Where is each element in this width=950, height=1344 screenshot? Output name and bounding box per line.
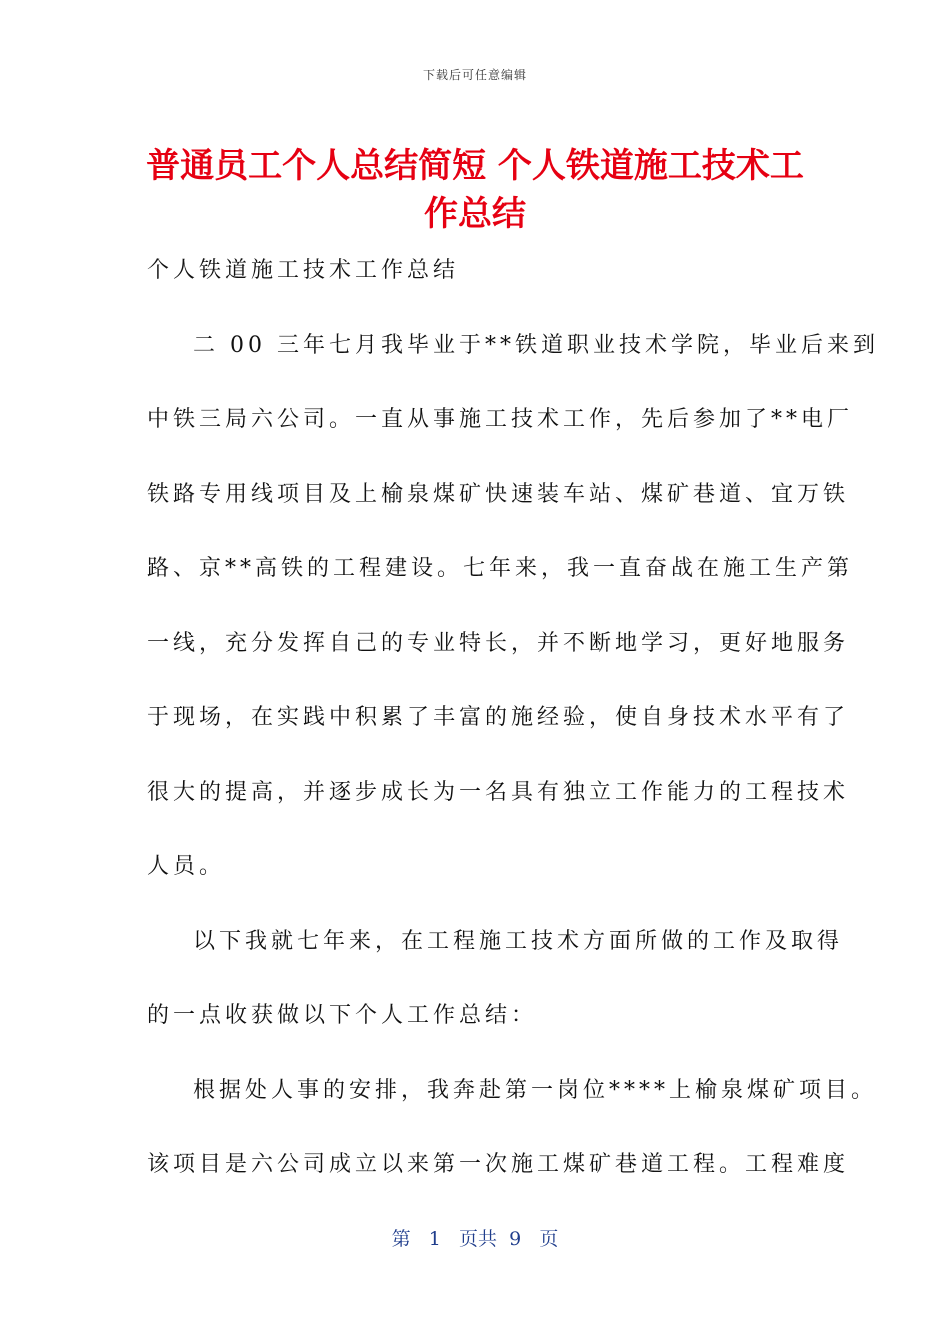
paragraph-1-line: 二 00 三年七月我毕业于**铁道职业技术学院，毕业后来到 <box>193 332 879 358</box>
footer-page-label: 第 <box>391 1228 411 1250</box>
paragraph-2-line: 的一点收获做以下个人工作总结： <box>147 1003 538 1028</box>
title-line-1: 普通员工个人总结简短 个人铁道施工技术工 <box>146 146 804 186</box>
page-header: 下载后可任意编辑 <box>422 68 527 82</box>
paragraph-1-line: 一线，充分发挥自己的专业特长，并不断地学习，更好地服务 <box>147 630 850 656</box>
document-title <box>120 142 830 238</box>
paragraph-1-line: 中铁三局六公司。一直从事施工技术工作，先后参加了**电厂 <box>147 407 854 432</box>
footer-of-label: 页共 <box>459 1228 498 1250</box>
paragraph-2-line: 以下我就七年来，在工程施工技术方面所做的工作及取得 <box>193 928 844 954</box>
paragraph-1-line: 于现场，在实践中积累了丰富的施经验，使自身技术水平有了 <box>147 705 850 730</box>
paragraph-1-line: 人员。 <box>147 854 226 879</box>
document-subtitle: 个人铁道施工技术工作总结 <box>147 258 460 283</box>
footer-page-suffix: 页 <box>539 1228 559 1250</box>
document-body <box>147 250 879 1219</box>
footer-total-pages: 9 <box>509 1228 522 1250</box>
paragraph-1-line: 铁路专用线项目及上榆泉煤矿快速装车站、煤矿巷道、宜万铁 <box>147 481 850 507</box>
paragraph-1-line: 很大的提高，并逐步成长为一名具有独立工作能力的工程技术 <box>147 779 850 805</box>
paragraph-3-line: 根据处人事的安排，我奔赴第一岗位****上榆泉煤矿项目。 <box>193 1077 878 1103</box>
title-line-2: 作总结 <box>424 194 526 234</box>
page-footer <box>0 1224 950 1251</box>
footer-page-number: 1 <box>428 1228 441 1250</box>
paragraph-1-line: 路、京**高铁的工程建设。七年来，我一直奋战在施工生产第 <box>147 556 854 581</box>
paragraph-3-line: 该项目是六公司成立以来第一次施工煤矿巷道工程。工程难度 <box>147 1152 850 1177</box>
